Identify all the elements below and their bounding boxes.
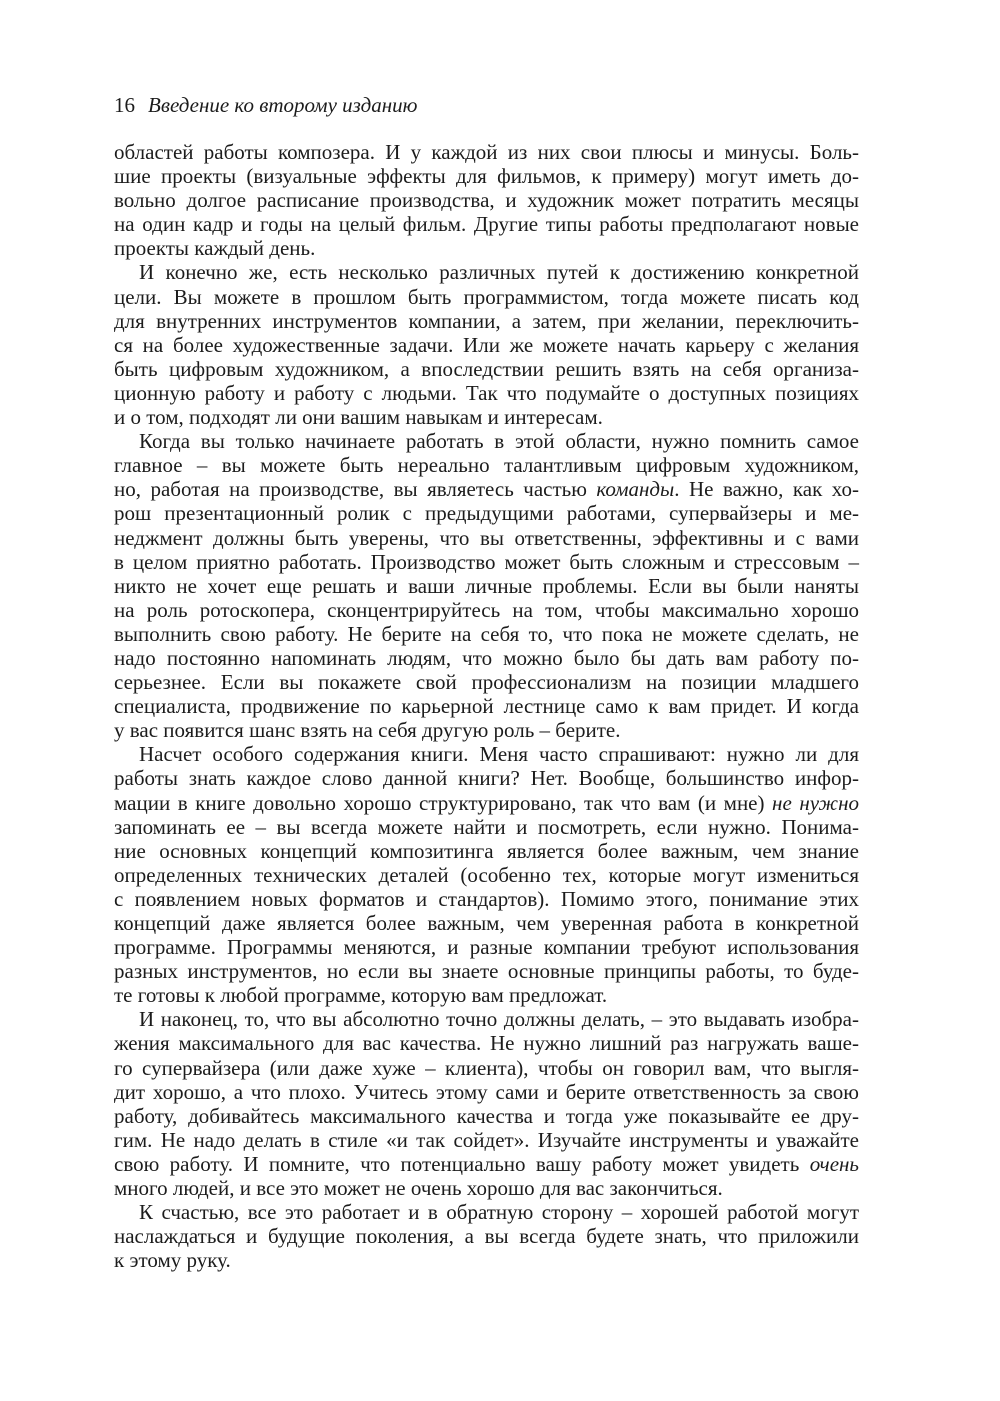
text-line: областей работы композера. И у каждой из них свои плюсы и минусы. Боль-: [114, 140, 859, 164]
paragraph-3: [114, 429, 859, 742]
text-line: ционную работу и работу с людьми. Так что подумайте о доступных позициях: [114, 380, 859, 405]
emphasis-text: очень: [809, 1151, 859, 1176]
text-line: проекты каждый день.: [114, 236, 316, 261]
text-segment: но, работая на производстве, вы являетесь частью: [114, 477, 597, 502]
text-segment: презентационный ролик с предыдущими работами, супервайзеры и ме-: [164, 501, 860, 526]
text-line: на роль ротоскопера, сконцентрируйтесь на том, чтобы максимально хорошо: [114, 597, 859, 622]
text-line: никто не хочет еще решать и ваши личные проблемы. Если вы были наняты: [114, 573, 859, 598]
text-line: цели. Вы можете в прошлом быть программистом, тогда можете писать код: [114, 284, 859, 309]
text-line: дит хорошо, а что плохо. Учитесь этому сами и берите ответственность за свою: [114, 1079, 859, 1104]
paragraph-4: [114, 742, 859, 1007]
text-line: И конечно же, есть несколько различных путей к достижению конкретной: [139, 260, 859, 285]
text-line: запоминать ее – вы всегда можете найти и посмотреть, если нужно. Понима-: [114, 814, 859, 839]
text-line: наслаждаться и будущие поколения, а вы всегда будете знать, что приложили: [114, 1224, 859, 1249]
text-segment: рош: [114, 501, 165, 526]
text-line: гим. Не надо делать в стиле «и так сойдет». Изучайте инструменты и уважайте: [114, 1127, 859, 1152]
emphasis-text: не нужно: [772, 790, 860, 815]
running-header: [114, 93, 417, 118]
body-text: [114, 140, 859, 1272]
text-line: Насчет особого содержания книги. Меня часто спрашивают: нужно ли для: [139, 742, 859, 767]
text-line: [114, 791, 859, 815]
emphasis-text: команды: [596, 477, 675, 502]
text-line: разных инструментов, но если вы знаете основные принципы работы, то буде-: [114, 959, 859, 984]
text-line: те готовы к любой программе, которую вам предложат.: [114, 983, 608, 1008]
text-line: главное – вы можете быть нереально талантливым цифровым художником,: [114, 453, 859, 478]
page-number: 16: [114, 93, 135, 117]
text-line: И наконец, то, что вы абсолютно точно должны делать, – это выдавать изобра-: [139, 1007, 859, 1032]
text-line: шие проекты (визуальные эффекты для фильмов, к примеру) могут иметь до-: [114, 164, 859, 189]
text-line: ние основных концепций композитинга является более важным, чем знание: [114, 838, 859, 863]
paragraph-5: [114, 1007, 859, 1200]
text-line: [114, 1152, 859, 1176]
paragraph-1: [114, 140, 859, 260]
text-line: [114, 501, 859, 525]
text-line: го супервайзера (или даже хуже – клиента), чтобы он говорил вам, что выгля-: [114, 1055, 859, 1080]
text-line: вольно долгое расписание производства, и художник может потратить месяцы: [114, 188, 859, 213]
text-line: программе. Программы меняются, и разные компании требуют использования: [114, 935, 859, 960]
text-line: концепций даже является более важным, чем уверенная работа в конкретной: [114, 911, 859, 935]
section-title: Введение ко второму изданию: [148, 93, 418, 117]
text-line: много людей, и все это может не очень хорошо для вас закончиться.: [114, 1176, 723, 1201]
text-line: к этому руку.: [114, 1248, 231, 1273]
text-segment: . Не важно, как хо-: [674, 477, 859, 502]
text-line: Когда вы только начинаете работать в этой области, нужно помнить самое: [139, 429, 859, 454]
paragraph-2: [114, 260, 859, 429]
paragraph-6: [114, 1200, 859, 1272]
text-line: на один кадр и годы на целый фильм. Другие типы работы предполагают новые: [114, 212, 859, 237]
text-line: и о том, подходят ли они вашим навыкам и интересам.: [114, 405, 603, 430]
text-segment: свою работу. И помните, что потенциально вашу работу может увидеть: [114, 1151, 810, 1176]
text-line: надо постоянно напоминать людям, что можно было бы дать вам работу по-: [114, 645, 859, 670]
text-line: в целом приятно работать. Производство может быть сложным и стрессовым –: [114, 549, 859, 574]
text-line: выполнить свою работу. Не берите на себя то, что пока не можете сделать, не: [114, 621, 859, 646]
text-line: ся на более художественные задачи. Или же можете начать карьеру с желания: [114, 332, 859, 357]
text-line: у вас появится шанс взять на себя другую роль – берите.: [114, 718, 621, 743]
text-segment: мации в книге довольно хорошо структурировано, так что вам (и мне): [114, 790, 773, 815]
text-line: работы знать каждое слово данной книги? Нет. Вообще, большинство инфор-: [114, 766, 859, 791]
text-line: определенных технических деталей (особенно тех, которые могут измениться: [114, 862, 859, 887]
text-line: быть цифровым художником, а впоследствии решить взять на себя организа-: [114, 356, 859, 381]
text-line: работу, добивайтесь максимального качества и тогда уже показывайте ее дру-: [114, 1103, 859, 1128]
text-line: неджмент должны быть уверены, что вы ответственны, эффективны и с вами: [114, 525, 859, 550]
text-line: жения максимального для вас качества. Не нужно лишний раз нагружать ваше-: [114, 1031, 859, 1056]
text-line: с появлением новых форматов и стандартов). Помимо этого, понимание этих: [114, 886, 859, 911]
text-line: специалиста, продвижение по карьерной лестнице само к вам придет. И когда: [114, 694, 859, 719]
text-line: для внутренних инструментов компании, а затем, при желании, переключить-: [114, 308, 859, 333]
text-line: [114, 477, 859, 501]
text-line: серьезнее. Если вы покажете свой профессионализм на позиции младшего: [114, 670, 859, 695]
text-line: К счастью, все это работает и в обратную сторону – хорошей работой могут: [139, 1200, 859, 1225]
